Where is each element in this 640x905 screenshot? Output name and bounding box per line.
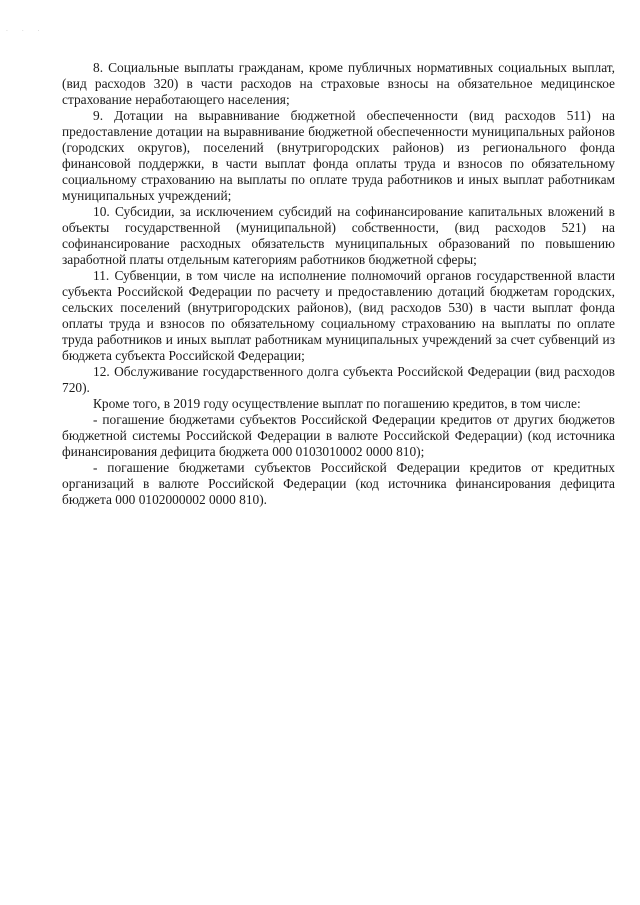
paragraph-item-10: 10. Субсидии, за исключением субсидий на софинансирование капитальных вложений в объекты государственной (муниципальной) собственности, (вид расходов 521) на софинансирование расходных обязательств муниципальных образований по повышению заработной платы отдельным категориям работников бюджетной сферы; (62, 204, 615, 267)
paragraph-loans-intro: Кроме того, в 2019 году осуществление выплат по погашению кредитов, в том числе: (93, 396, 581, 411)
paragraph-item-9: 9. Дотации на выравнивание бюджетной обеспеченности (вид расходов 511) на предоставление дотации на выравнивание бюджетной обеспеченности муниципальных районов (городских округов), поселений (внутригородских районов) из регионального фонда финансовой поддержки, в части выплат фонда оплаты труда и взносов по обязательному социальному страхованию на выплаты по оплате труда работников и иных выплат работникам муниципальных учреждений; (62, 108, 615, 203)
document-body (62, 60, 615, 508)
scan-artifact: · · · (6, 28, 46, 35)
paragraph-item-12: 12. Обслуживание государственного долга субъекта Российской Федерации (вид расходов 720). (62, 364, 615, 395)
paragraph-item-11: 11. Субвенции, в том числе на исполнение полномочий органов государственной власти субъекта Российской Федерации по расчету и предоставлению дотаций бюджетам городских, сельских поселений (внутригородских районов), (вид расходов 530) в части выплат фонда оплаты труда и взносов по обязательному социальному страхованию на выплаты по оплате труда работников и иных выплат работникам муниципальных учреждений за счет субвенций из бюджета субъекта Российской Федерации; (62, 268, 615, 363)
paragraph-item-8: 8. Социальные выплаты гражданам, кроме публичных нормативных социальных выплат, (вид расходов 320) в части расходов на страховые взносы на обязательное медицинское страхование неработающего населения; (62, 60, 615, 107)
paragraph-loans-budget: - погашение бюджетами субъектов Российской Федерации кредитов от других бюджетов бюджетной системы Российской Федерации в валюте Российской Федерации) (код источника финансирования дефицита бюджета 000 0103010002 0000 810); (62, 412, 615, 459)
paragraph-loans-credit-orgs: - погашение бюджетами субъектов Российской Федерации кредитов от кредитных организаций в валюте Российской Федерации (код источника финансирования дефицита бюджета 000 0102000002 0000 810). (62, 460, 615, 507)
